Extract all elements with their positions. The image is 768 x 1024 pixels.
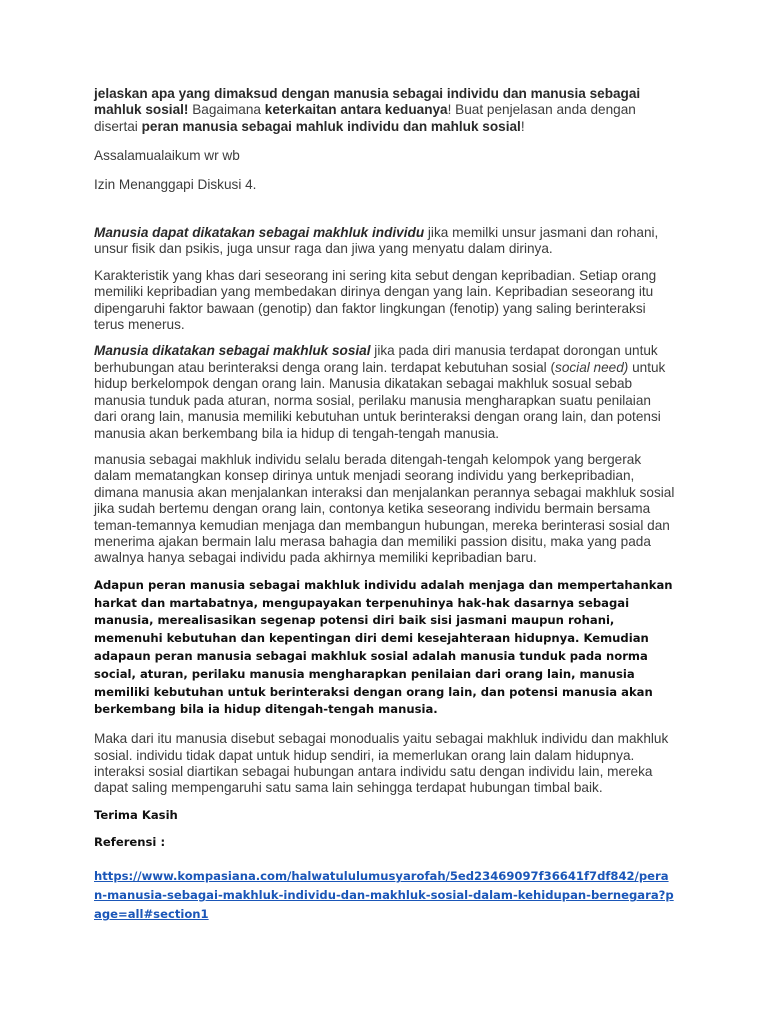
paragraph-kesimpulan: Maka dari itu manusia disebut sebagai monodualis yaitu sebagai makhluk individu dan makhluk sosial. individu tidak dapat untuk hidup sendiri, ia memerlukan orang lain dalam hidupnya. interaksi sosial diartikan sebagai hubungan antara individu satu dengan individu lain, mereka dapat saling mempengaruhi satu sama lain sehingga terdapat hubungan timbal baik. <box>94 731 669 796</box>
reference-link[interactable]: https://www.kompasiana.com/halwatululumusyarofah/5ed23469097f36641f7df842/peran-manusia-sebagai-makhluk-individu-dan-makhluk-sosial-dalam-kehidupan-bernegara?page=all#section1 <box>94 869 674 921</box>
paragraph-kepribadian: Karakteristik yang khas dari seseorang ini sering kita sebut dengan kepribadian. Setiap orang memiliki kepribadian yang membedakan dirinya dengan yang lain. Kepribadian seseorang itu dipengaruhi faktor bawaan (genotip) dan faktor lingkungan (fenotip) yang saling berinteraksi terus menerus. <box>94 267 657 333</box>
question-part-1: jelaskan apa yang dimaksud dengan manusia sebagai individu dan manusia sebagai mahluk sosial! <box>94 86 641 118</box>
paragraph-individu-emphasis: Manusia dapat dikatakan sebagai makhluk individu <box>94 225 425 241</box>
question-part-6: ! <box>520 118 525 134</box>
thanks-line: Terima Kasih <box>94 807 178 822</box>
paragraph-contoh: manusia sebagai makhluk individu selalu berada ditengah-tengah kelompok yang bergerak dalam mematangkan konsep dirinya untuk menjadi seorang individu yang berkepribadian, dimana manusia akan menjalankan interaksi dan menjalankan perannya sebagai makhluk sosial jika sudah bertemu dengan orang lain, contonya ketika seseorang individu bermain bersama teman-temannya kemudian menjaga dan membangun hubungan, mereka berinterasi sosial dan menerima ajakan bermain lalu merasa bahagia dan memiliki passion disitu, maka yang pada awalnya hanya sebagai individu pada akhirnya memiliki kepribadian baru. <box>94 451 675 566</box>
question-part-2: Bagaimana <box>188 102 265 118</box>
question-part-4: ! Buat penjelasan anda dengan disertai <box>94 102 636 134</box>
intro-line: Izin Menanggapi Diskusi 4. <box>94 176 257 192</box>
paragraph-individu-text: jika memilki unsur jasmani dan rohani, unsur fisik dan psikis, juga unsur raga dan jiwa yang menyatu dalam dirinya. <box>94 225 659 257</box>
paragraph-sosial-text-b: untuk hidup berkelompok dengan orang lain. Manusia dikatakan sebagai makhluk sosual sebab manusia tunduk pada aturan, norma sosial, perilaku manusia mengharapkan suatu penilaian dari orang lain, manusia memiliki kebutuhan untuk berinteraksi dengan orang lain, dan potensi manusia akan berkembang bila ia hidup di tengah-tengah manusia. <box>94 359 666 441</box>
reference-heading: Referensi : <box>94 834 166 849</box>
question-part-3: keterkaitan antara keduanya <box>264 102 448 118</box>
paragraph-sosial-italic: social need) <box>555 359 629 375</box>
paragraph-sosial <box>94 343 676 441</box>
paragraph-sosial-text-a: jika pada diri manusia terdapat dorongan untuk berhubungan atau berinteraksi denga orang lain. terdapat kebutuhan sosial ( <box>94 343 658 375</box>
paragraph-sosial-emphasis: Manusia dikatakan sebagai makhluk sosial <box>94 343 371 359</box>
paragraph-individu <box>94 225 676 258</box>
question-part-5: peran manusia sebagai mahluk individu dan mahluk sosial <box>141 118 521 134</box>
question-text <box>94 86 676 135</box>
greeting: Assalamualaikum wr wb <box>94 148 240 164</box>
paragraph-peran: Adapun peran manusia sebagai makhluk individu adalah menjaga dan mempertahankan harkat dan martabatnya, mengupayakan terpenuhinya hak-hak dasarnya sebagai manusia, merealisasikan segenap potensi diri baik sisi jasmani maupun rohani, memenuhi kebutuhan dan kepentingan diri demi kesejahteraan hidupnya. Kemudian adapaun peran manusia sebagai makhluk sosial adalah manusia tunduk pada norma social, aturan, perilaku manusia mengharapkan penilaian dari orang lain, manusia memiliki kebutuhan untuk berinteraksi dengan orang lain, dan potensi manusia akan berkembang bila ia hidup ditengah-tengah manusia. <box>94 577 673 717</box>
